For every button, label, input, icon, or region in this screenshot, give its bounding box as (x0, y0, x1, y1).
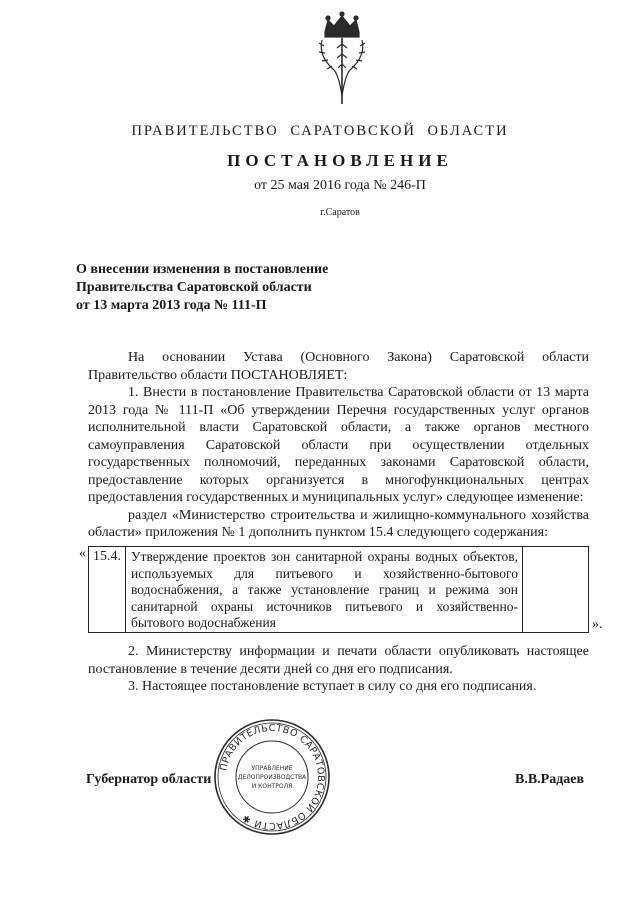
item-1-detail-paragraph: раздел «Министерство строительства и жилищно-коммунального хозяйства области» приложения № 1 дополнить пунктом 15.4 следующего содержания: (88, 507, 589, 540)
item-1-paragraph: 1. Внести в постановление Правительства Саратовской области от 13 марта 2013 года № 111-П «Об утверждении Перечня государственных услуг органов исполнительной власти Саратовской области, а также органов местного самоуправления Саратовской области при осуществлении отдельных государственных полномочий, переданных законами Саратовской области, предоставление которых организуется в многофункциональных центрах предоставления государственных и муниципальных услуг» следующее изменение: (88, 385, 589, 505)
table-cell-empty (524, 547, 588, 632)
svg-text:И КОНТРОЛЯ: И КОНТРОЛЯ (251, 783, 293, 790)
item-3-paragraph: 3. Настоящее постановление вступает в силу со дня его подписания. (128, 679, 537, 694)
svg-text:ПРАВИТЕЛЬСТВО САРАТОВСКОЙ ОБЛА: ПРАВИТЕЛЬСТВО САРАТОВСКОЙ ОБЛАСТИ ✱ (218, 722, 327, 832)
close-quote: ». (592, 617, 603, 632)
svg-text:ДЕЛОПРОИЗВОДСТВА: ДЕЛОПРОИЗВОДСТВА (237, 774, 307, 781)
document-body-top (88, 349, 589, 542)
signatory-name: В.В.Радаев (515, 772, 585, 787)
crown-emblem-icon (312, 8, 372, 108)
document-subject (76, 261, 328, 315)
subject-line: О внесении изменения в постановление (76, 262, 329, 277)
organization-name: ПРАВИТЕЛЬСТВО САРАТОВСКОЙ ОБЛАСТИ (131, 123, 509, 139)
svg-text:УПРАВЛЕНИЕ: УПРАВЛЕНИЕ (251, 765, 293, 772)
document-body-bottom (88, 643, 589, 696)
official-seal-stamp (213, 718, 331, 836)
subject-line: от 13 марта 2013 года № 111-П (76, 298, 267, 313)
subject-line: Правительства Саратовской области (76, 280, 312, 295)
document-date: от 25 мая 2016 года № 246-П (254, 178, 426, 193)
document-type: ПОСТАНОВЛЕНИЕ (227, 151, 453, 170)
signatory-title: Губернатор области (86, 772, 212, 787)
item-2-paragraph: 2. Министерству информации и печати области опубликовать настоящее постановление в течение десяти дней со дня его подписания. (88, 644, 589, 677)
table-cell-text: Утверждение проектов зон санитарной охраны водных объектов, используемых для питьевого и хозяйственно-бытового водоснабжения, а также установление границ и режима зон санитарной охраны источников питьевого и хозяйственно-бытового водоснабжения (127, 547, 523, 632)
amendment-table (88, 546, 589, 633)
open-quote: « (79, 546, 86, 561)
table-cell-number: 15.4. (89, 547, 126, 632)
document-city: г.Саратов (320, 207, 360, 218)
preamble-paragraph: На основании Устава (Основного Закона) Саратовской области Правительство области ПОСТАНОВЛЯЕТ: (88, 350, 589, 383)
